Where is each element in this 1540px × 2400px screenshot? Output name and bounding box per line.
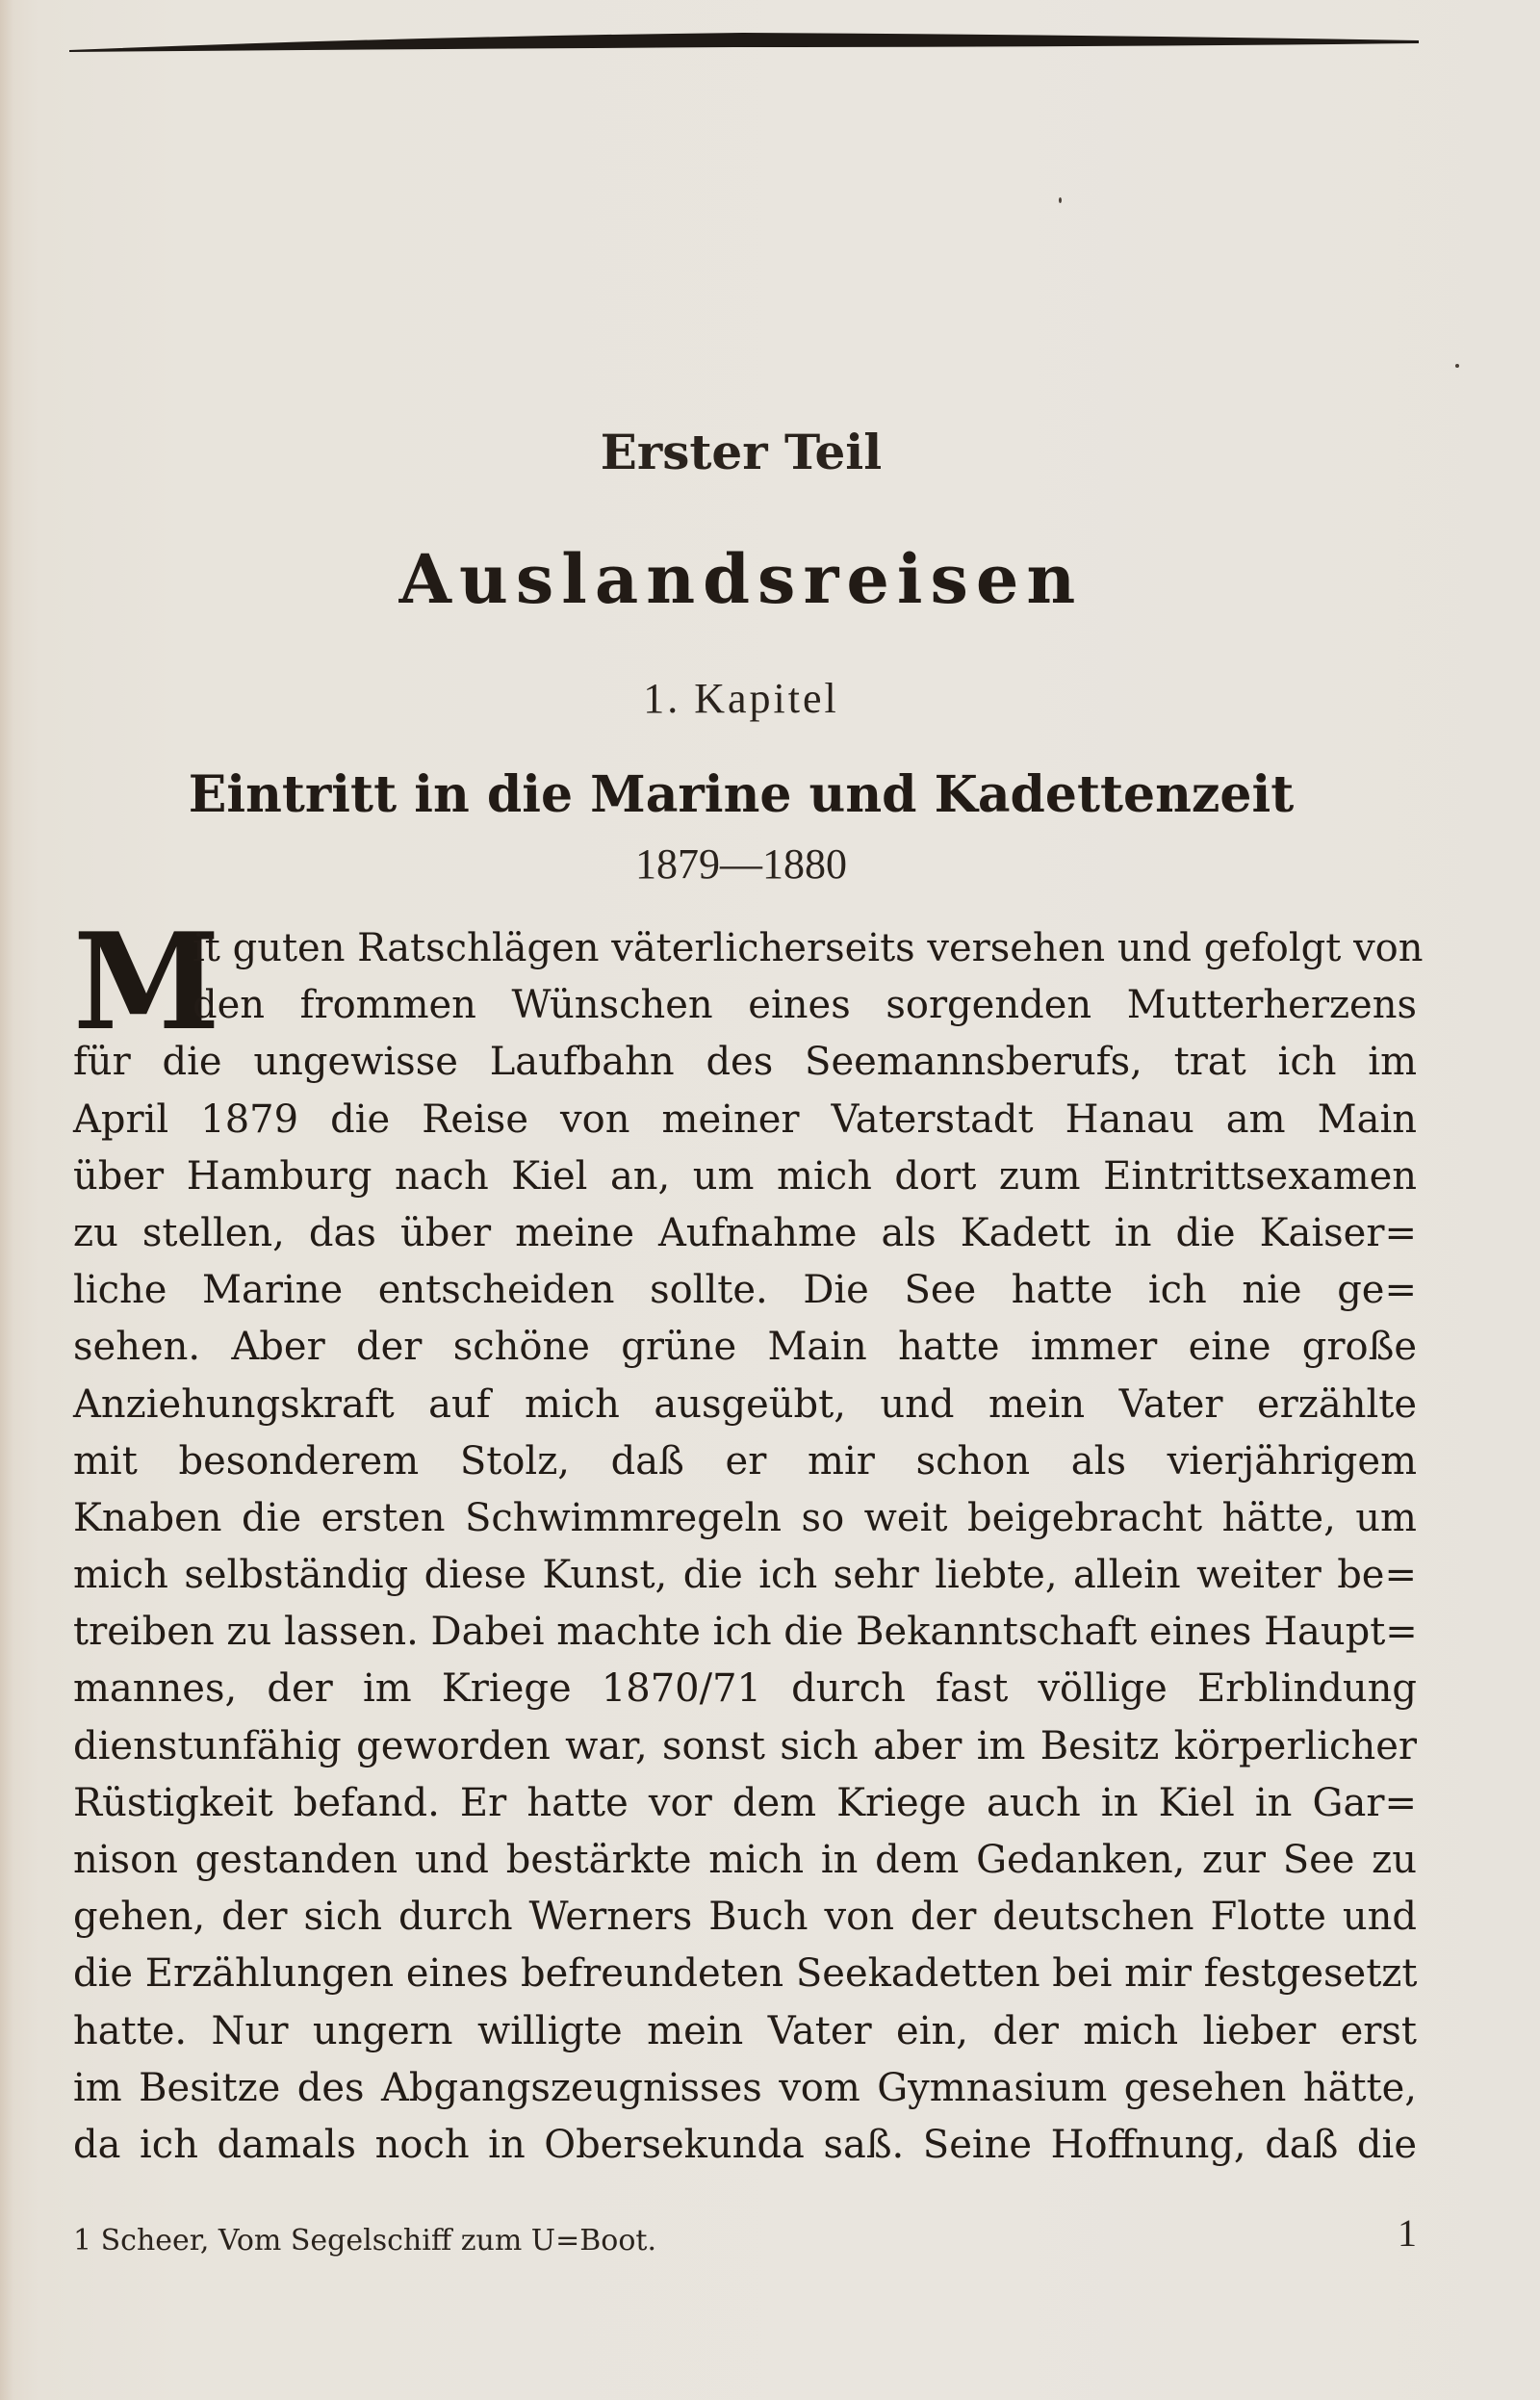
chapter-title: Eintritt in die Marine und Kadettenzeit [188, 765, 1295, 824]
paper-speck [1059, 197, 1062, 203]
text-line: zu stellen, das über meine Aufnahme als Kadett in die Kaiser= [73, 1210, 1417, 1255]
text-line: it guten Ratschlägen väterlicherseits versehen und gefolgt von [192, 926, 1424, 970]
text-line: dienstunfähig geworden war, sonst sich aber im Besitz körperlicher [73, 1723, 1417, 1768]
text-line: April 1879 die Reise von meiner Vaterstadt Hanau am Main [73, 1097, 1417, 1142]
text-line: mannes, der im Kriege 1870/71 durch fast völlige Erblindung [73, 1666, 1417, 1712]
part-title: Auslandsreisen [398, 539, 1084, 619]
text-line: Anziehungskraft auf mich ausgeübt, und mein Vater erzählte [73, 1381, 1417, 1427]
text-line: Knaben die ersten Schwimmregeln so weit beigebracht hätte, um [73, 1495, 1417, 1540]
chapter-years: 1879—1880 [635, 840, 847, 888]
text-line: treiben zu lassen. Dabei machte ich die Bekanntschaft eines Haupt= [73, 1610, 1418, 1655]
text-line: über Hamburg nach Kiel an, um mich dort zum Eintrittsexamen [73, 1153, 1417, 1199]
text-line: liche Marine entscheiden sollte. Die See hatte ich nie ge= [73, 1268, 1417, 1313]
text-line: da ich damals noch in Obersekunda saß. Seine Hoffnung, daß die [73, 2122, 1417, 2167]
chapter-number: 1. Kapitel [643, 675, 839, 722]
text-line: mich selbständig diese Kunst, die ich sehr liebte, allein weiter be= [73, 1553, 1417, 1598]
text-line: nison gestanden und bestärkte mich in dem Gedanken, zur See zu [73, 1838, 1417, 1882]
text-line: gehen, der sich durch Werners Buch von der deutschen Flotte und [73, 1895, 1417, 1940]
ornamental-rule [69, 31, 1419, 52]
text-line: im Besitze des Abgangszeugnisses vom Gymnasium gesehen hätte, [73, 2065, 1417, 2110]
page-number: 1 [1398, 2211, 1417, 2255]
text-line: sehen. Aber der schöne grüne Main hatte immer eine große [73, 1325, 1417, 1370]
text-line: mit besonderem Stolz, daß er mir schon als vierjährigem [73, 1438, 1417, 1484]
signature-mark: 1 Scheer, Vom Segelschiff zum U=Boot. [73, 2224, 656, 2258]
body-paragraph [73, 903, 1424, 2174]
text-line: für die ungewisse Laufbahn des Seemannsberufs, trat ich im [73, 1040, 1417, 1085]
text-line: hatte. Nur ungern willigte mein Vater ein, der mich lieber erst [73, 2008, 1417, 2053]
paper-speck [1455, 364, 1459, 368]
part-label: Erster Teil [600, 424, 883, 480]
text-line: den frommen Wünschen eines sorgenden Mutterherzens [192, 983, 1417, 1028]
drop-cap: M [73, 903, 220, 1060]
text-line: Rüstigkeit befand. Er hatte vor dem Kriege auch in Kiel in Gar= [73, 1780, 1417, 1825]
text-line: die Erzählungen eines befreundeten Seekadetten bei mir festgesetzt [73, 1951, 1418, 1997]
